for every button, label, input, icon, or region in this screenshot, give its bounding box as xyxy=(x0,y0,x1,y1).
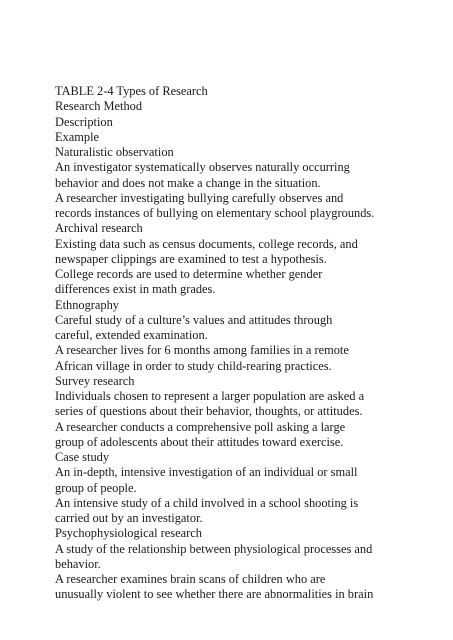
method-case-study: Case study xyxy=(55,450,110,464)
text-line: behavior and does not make a change in the situation. xyxy=(55,175,321,190)
text-line: group of people. xyxy=(55,480,137,495)
text-line: An investigator systematically observes naturally occurring xyxy=(55,160,350,175)
method-naturalistic-observation: Naturalistic observation xyxy=(55,145,174,159)
text-line: behavior. xyxy=(55,556,101,571)
method-archival-research: Archival research xyxy=(55,221,143,236)
document-text xyxy=(55,84,445,603)
text-line: Careful study of a culture’s values and attitudes through xyxy=(55,312,333,327)
column-header-example: Example xyxy=(55,129,100,144)
text-line: group of adolescents about their attitudes toward exercise. xyxy=(55,434,344,449)
table-title: TABLE 2-4 Types of Research xyxy=(55,84,208,98)
column-header-description: Description xyxy=(55,114,113,129)
text-line: unusually violent to see whether there are abnormalities in brain xyxy=(55,587,374,602)
text-line: records instances of bullying on elementary school playgrounds. xyxy=(55,206,375,220)
text-line: differences exist in math grades. xyxy=(55,282,216,297)
text-line: An in-depth, intensive investigation of an individual or small xyxy=(55,465,358,480)
text-line: An intensive study of a child involved in a school shooting is xyxy=(55,495,359,510)
text-line: newspaper clippings are examined to test a hypothesis. xyxy=(55,251,327,266)
method-survey-research: Survey research xyxy=(55,373,135,388)
text-line: College records are used to determine whether gender xyxy=(55,267,323,281)
method-ethnography: Ethnography xyxy=(55,297,120,312)
text-line: African village in order to study child-rearing practices. xyxy=(55,358,332,373)
text-line: A researcher lives for 6 months among families in a remote xyxy=(55,343,349,358)
text-line: Individuals chosen to represent a larger population are asked a xyxy=(55,389,365,403)
text-line: A researcher investigating bullying carefully observes and xyxy=(55,190,344,205)
text-line: careful, extended examination. xyxy=(55,328,208,342)
text-line: carried out by an investigator. xyxy=(55,511,203,525)
text-line: series of questions about their behavior, thoughts, or attitudes. xyxy=(55,404,363,419)
text-line: Existing data such as census documents, college records, and xyxy=(55,236,358,251)
text-line: A researcher examines brain scans of children who are xyxy=(55,572,326,586)
method-psychophysiological-research: Psychophysiological research xyxy=(55,526,202,541)
text-line: A study of the relationship between physiological processes and xyxy=(55,541,373,556)
text-line: A researcher conducts a comprehensive poll asking a large xyxy=(55,419,346,434)
column-header-method: Research Method xyxy=(55,99,143,114)
